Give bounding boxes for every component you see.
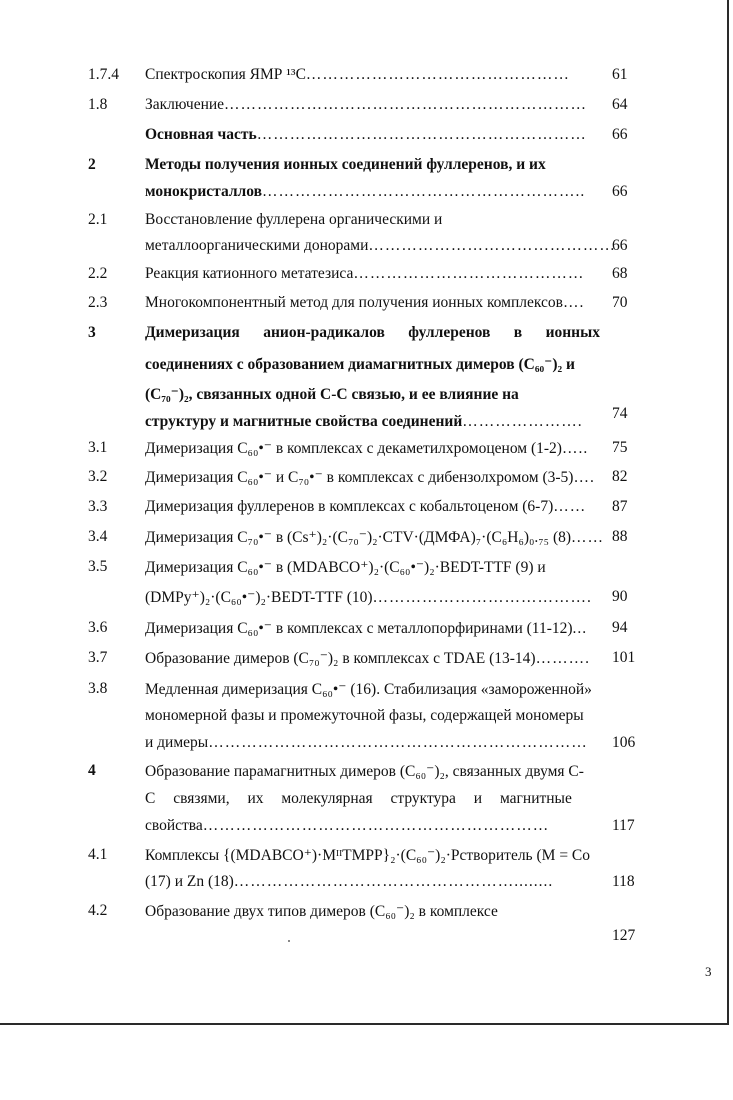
toc-entry-page: 64 (612, 96, 628, 113)
toc-entry-title-line-1: Образование парамагнитных димеров (C₆₀⁻)₂, связанных двумя С- (145, 763, 584, 780)
toc-entry-title: Димеризация C₆₀•⁻ и C₇₀•⁻ в комплексах с дибензолхромом (3-5)…. (145, 469, 595, 486)
toc-entry-number: 3.4 (88, 528, 108, 545)
toc-entry-page: 118 (612, 873, 635, 890)
toc-entry-number: 1.7.4 (88, 66, 119, 83)
toc-word: Димеризация (145, 324, 240, 341)
toc-entry-number: 3.5 (88, 558, 108, 575)
toc-entry-number: 3.3 (88, 498, 108, 515)
toc-entry-page: 66 (612, 183, 628, 200)
toc-entry-title-line-2: С связями, их молекулярная структура и магнитные (145, 790, 572, 807)
toc-entry-number: 2.1 (88, 211, 108, 228)
toc-entry-title-line-1: Димеризация C₆₀•⁻ в (MDABCO⁺)₂·(C₆₀•⁻)₂·BEDT-TTF (9) и (145, 559, 546, 576)
toc-entry-title-line-4: структуру и магнитные свойства соединений…………………. (145, 413, 583, 430)
toc-entry-title: Заключение………………………………………………………… (145, 96, 588, 113)
toc-entry-page: 94 (612, 619, 628, 636)
toc-entry-title-line-2: (DMPy⁺)₂·(C₆₀•⁻)₂·BEDT-TTF (10)…………………………………. (145, 589, 592, 606)
toc-entry-title: Димеризация C₇₀•⁻ в (Cs⁺)₂·(C₇₀⁻)₂·CTV·(ДМФА)₇·(C₆H₆)₀.₇₅ (8)…… (145, 529, 605, 546)
toc-entry-page: 88 (612, 528, 628, 545)
toc-entry-number: 3.6 (88, 619, 108, 636)
toc-entry-page: 90 (612, 588, 628, 605)
page-number: 3 (705, 964, 712, 979)
toc-entry-number: 2 (88, 156, 96, 173)
toc-entry-title: Димеризация C₆₀•⁻ в комплексах с декаметилхромоценом (1-2)….. (145, 440, 589, 457)
toc-entry-page: 66 (612, 237, 628, 254)
toc-entry-page: 82 (612, 468, 628, 485)
toc-entry-page: 127 (612, 927, 636, 944)
toc-entry-title-line-1: Медленная димеризация C₆₀•⁻ (16). Стабилизация «замороженной» (145, 681, 592, 698)
toc-entry-page: 74 (612, 405, 628, 422)
toc-entry-page: 106 (612, 734, 636, 751)
page-edge-bottom (0, 1023, 728, 1025)
toc-entry-page: 87 (612, 498, 628, 515)
toc-word: в (513, 324, 523, 341)
toc-entry-number: 1.8 (88, 96, 108, 113)
toc-entry-page: 61 (612, 66, 628, 83)
toc-entry-title: Реакция катионного метатезиса…………………………………… (145, 265, 585, 282)
toc-entry-title-line-2: монокристаллов………………………………………………….. (145, 183, 586, 200)
toc-entry-number: 4.1 (88, 846, 108, 863)
toc-entry-title-line-1: Восстановление фуллерена органическими и (145, 211, 443, 228)
toc-entry-title: Димеризация фуллеренов в комплексах с кобальтоценом (6-7)…… (145, 498, 587, 515)
toc-entry-number: 3 (88, 324, 96, 341)
toc-entry-title-line-1: Методы получения ионных соединений фуллеренов, и их (145, 156, 546, 173)
toc-entry-title: Основная часть…………………………………………………… (145, 126, 587, 143)
toc-entry-title-line-2: (17) и Zn (18)……………………………………………........ (145, 873, 554, 890)
toc-entry-title-line-1 (145, 324, 600, 342)
toc-entry-page: 75 (612, 439, 628, 456)
toc-entry-title-line-2: соединениях с образованием диамагнитных димеров (C₆₀⁻)₂ и (145, 356, 575, 373)
toc-word: ионных (545, 324, 600, 341)
toc-entry-page: 101 (612, 649, 636, 666)
toc-entry-title-line-1: Образование двух типов димеров (C₆₀⁻)₂ в комплексе (145, 903, 498, 920)
toc-entry-title-line-2: мономерной фазы и промежуточной фазы, содержащей мономеры (145, 707, 584, 724)
toc-entry-number: 3.2 (88, 468, 108, 485)
toc-entry-number: 3.1 (88, 439, 108, 456)
toc-entry-number: 2.3 (88, 294, 108, 311)
toc-entry-number: 2.2 (88, 265, 108, 282)
toc-entry-number: 4 (88, 762, 96, 779)
toc-entry-page: 68 (612, 265, 628, 282)
toc-entry-title: Многокомпонентный метод для получения ионных комплексов…. (145, 294, 585, 311)
toc-entry-title: Димеризация C₆₀•⁻ в комплексах с металлопорфиринами (11-12)... (145, 620, 588, 637)
toc-entry-title-line-2: металлоорганическими донорами……………………………………… (145, 237, 616, 254)
toc-entry-title: Образование димеров (C₇₀⁻)₂ в комплексах с TDAE (13-14)………. (145, 650, 590, 667)
page-edge-right (727, 0, 729, 1025)
toc-entry-title-line-3: свойства……………………………………………………… (145, 817, 550, 834)
toc-entry-title-line-1: Комплексы {(MDABCO⁺)·MᴵᴵTMPP}₂·(C₆₀⁻)₂·Рстворитель (M = Co (145, 847, 591, 864)
toc-entry-title-line-3: и димеры…………………………………………………………… (145, 734, 588, 751)
toc-entry-number: 4.2 (88, 902, 108, 919)
toc-entry-page: 117 (612, 817, 635, 834)
toc-word: фуллеренов (408, 324, 491, 341)
toc-entry-number: 3.8 (88, 680, 108, 697)
toc-word: анион-радикалов (263, 324, 385, 341)
toc-entry-title: Спектроскопия ЯМР ¹³С………………………………………… (145, 66, 570, 83)
scan-artifact (288, 940, 290, 942)
toc-entry-page: 66 (612, 126, 628, 143)
toc-entry-page: 70 (612, 294, 628, 311)
toc-entry-title-line-3: (C₇₀⁻)₂, связанных одной С-С связью, и ее влияние на (145, 386, 519, 403)
toc-entry-number: 3.7 (88, 649, 108, 666)
